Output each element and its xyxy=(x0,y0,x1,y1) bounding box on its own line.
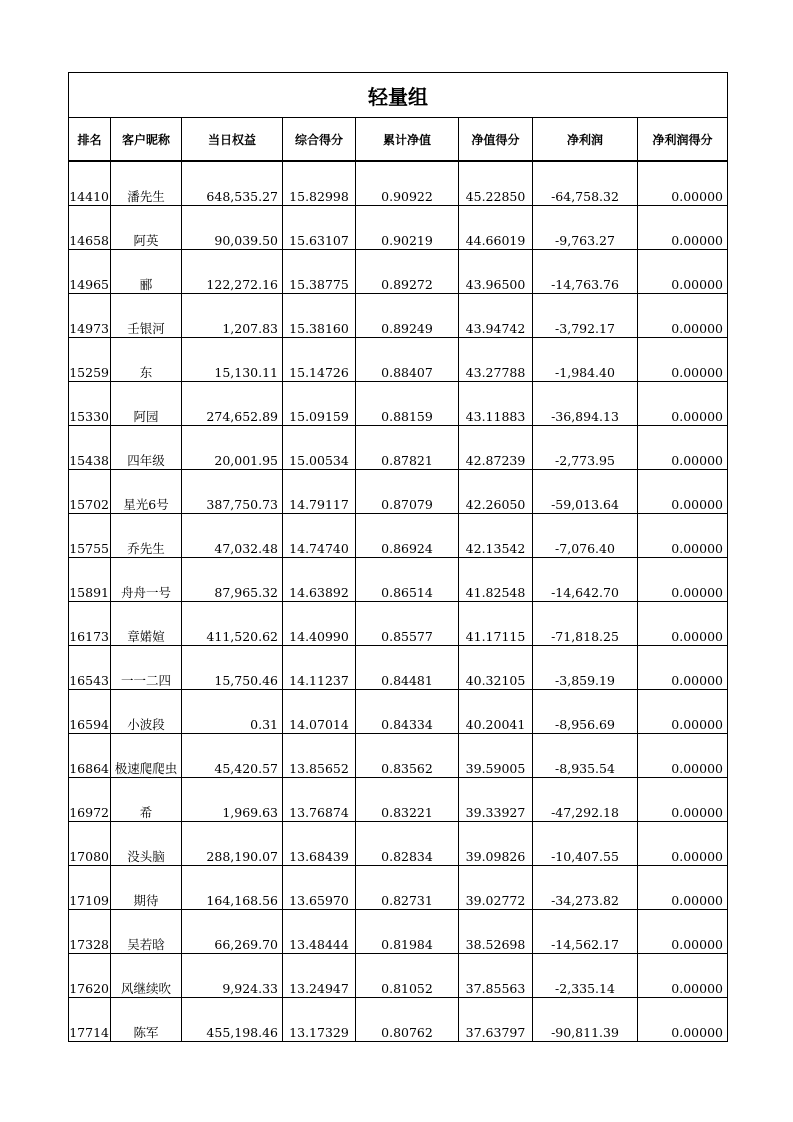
cell-cumulative-nav: 0.89249 xyxy=(356,294,459,338)
cell-nickname: 阿英 xyxy=(111,206,182,250)
cell-equity: 45,420.57 xyxy=(182,734,283,778)
cell-rank: 16864 xyxy=(69,734,111,778)
cell-nickname: 章婼媗 xyxy=(111,602,182,646)
cell-total-score: 13.65970 xyxy=(283,866,356,910)
cell-equity: 455,198.46 xyxy=(182,998,283,1042)
cell-nickname: 四年级 xyxy=(111,426,182,470)
cell-equity: 90,039.50 xyxy=(182,206,283,250)
table-row xyxy=(69,470,728,514)
cell-cumulative-nav: 0.83221 xyxy=(356,778,459,822)
header-cumulative-nav: 累计净值 xyxy=(356,118,459,162)
cell-total-score: 15.38775 xyxy=(283,250,356,294)
cell-net-profit: -14,642.70 xyxy=(533,558,638,602)
cell-nav-score: 42.26050 xyxy=(459,470,533,514)
header-nav-score: 净值得分 xyxy=(459,118,533,162)
cell-net-profit: -14,763.76 xyxy=(533,250,638,294)
cell-nickname: 东 xyxy=(111,338,182,382)
cell-cumulative-nav: 0.82731 xyxy=(356,866,459,910)
cell-net-profit: -36,894.13 xyxy=(533,382,638,426)
cell-net-profit: -3,792.17 xyxy=(533,294,638,338)
header-net-profit: 净利润 xyxy=(533,118,638,162)
table-row xyxy=(69,646,728,690)
cell-equity: 411,520.62 xyxy=(182,602,283,646)
cell-equity: 15,750.46 xyxy=(182,646,283,690)
cell-nickname: 潘先生 xyxy=(111,161,182,206)
cell-net-profit-score: 0.00000 xyxy=(638,338,728,382)
cell-total-score: 14.11237 xyxy=(283,646,356,690)
cell-total-score: 14.79117 xyxy=(283,470,356,514)
table-row xyxy=(69,382,728,426)
cell-nickname: 一一二四 xyxy=(111,646,182,690)
table-row xyxy=(69,558,728,602)
cell-total-score: 15.00534 xyxy=(283,426,356,470)
cell-nickname: 舟舟一号 xyxy=(111,558,182,602)
cell-nav-score: 39.02772 xyxy=(459,866,533,910)
cell-net-profit: -8,956.69 xyxy=(533,690,638,734)
cell-rank: 15259 xyxy=(69,338,111,382)
cell-rank: 15702 xyxy=(69,470,111,514)
cell-nickname: 吴若晗 xyxy=(111,910,182,954)
cell-net-profit: -2,335.14 xyxy=(533,954,638,998)
cell-rank: 14410 xyxy=(69,161,111,206)
cell-cumulative-nav: 0.86514 xyxy=(356,558,459,602)
cell-nav-score: 45.22850 xyxy=(459,161,533,206)
table-row xyxy=(69,866,728,910)
cell-equity: 20,001.95 xyxy=(182,426,283,470)
cell-cumulative-nav: 0.82834 xyxy=(356,822,459,866)
cell-total-score: 14.07014 xyxy=(283,690,356,734)
header-row xyxy=(69,118,728,162)
table-row xyxy=(69,998,728,1042)
table-row xyxy=(69,338,728,382)
cell-nav-score: 43.11883 xyxy=(459,382,533,426)
cell-nav-score: 39.59005 xyxy=(459,734,533,778)
header-rank: 排名 xyxy=(69,118,111,162)
cell-nickname: 乔先生 xyxy=(111,514,182,558)
ranking-table xyxy=(68,72,728,1042)
header-net-profit-score: 净利润得分 xyxy=(638,118,728,162)
cell-total-score: 13.68439 xyxy=(283,822,356,866)
cell-equity: 15,130.11 xyxy=(182,338,283,382)
cell-cumulative-nav: 0.88407 xyxy=(356,338,459,382)
cell-net-profit-score: 0.00000 xyxy=(638,778,728,822)
cell-cumulative-nav: 0.90219 xyxy=(356,206,459,250)
cell-net-profit-score: 0.00000 xyxy=(638,866,728,910)
cell-equity: 1,969.63 xyxy=(182,778,283,822)
cell-cumulative-nav: 0.87821 xyxy=(356,426,459,470)
cell-nav-score: 38.52698 xyxy=(459,910,533,954)
cell-equity: 122,272.16 xyxy=(182,250,283,294)
cell-net-profit-score: 0.00000 xyxy=(638,954,728,998)
cell-cumulative-nav: 0.88159 xyxy=(356,382,459,426)
cell-cumulative-nav: 0.80762 xyxy=(356,998,459,1042)
cell-net-profit: -1,984.40 xyxy=(533,338,638,382)
cell-net-profit: -59,013.64 xyxy=(533,470,638,514)
cell-rank: 14965 xyxy=(69,250,111,294)
cell-equity: 9,924.33 xyxy=(182,954,283,998)
cell-net-profit: -71,818.25 xyxy=(533,602,638,646)
cell-net-profit: -14,562.17 xyxy=(533,910,638,954)
cell-rank: 15891 xyxy=(69,558,111,602)
cell-net-profit: -3,859.19 xyxy=(533,646,638,690)
cell-rank: 15330 xyxy=(69,382,111,426)
cell-equity: 387,750.73 xyxy=(182,470,283,514)
cell-nav-score: 43.27788 xyxy=(459,338,533,382)
cell-nickname: 极速爬爬虫 xyxy=(111,734,182,778)
cell-nickname: 陈军 xyxy=(111,998,182,1042)
cell-net-profit-score: 0.00000 xyxy=(638,470,728,514)
cell-rank: 16173 xyxy=(69,602,111,646)
cell-equity: 66,269.70 xyxy=(182,910,283,954)
cell-net-profit: -47,292.18 xyxy=(533,778,638,822)
cell-equity: 274,652.89 xyxy=(182,382,283,426)
cell-nav-score: 39.33927 xyxy=(459,778,533,822)
cell-net-profit-score: 0.00000 xyxy=(638,558,728,602)
cell-net-profit-score: 0.00000 xyxy=(638,161,728,206)
table-row xyxy=(69,910,728,954)
cell-net-profit-score: 0.00000 xyxy=(638,646,728,690)
table-row xyxy=(69,206,728,250)
cell-net-profit-score: 0.00000 xyxy=(638,206,728,250)
cell-nav-score: 39.09826 xyxy=(459,822,533,866)
cell-net-profit: -90,811.39 xyxy=(533,998,638,1042)
cell-cumulative-nav: 0.90922 xyxy=(356,161,459,206)
header-total-score: 综合得分 xyxy=(283,118,356,162)
cell-equity: 1,207.83 xyxy=(182,294,283,338)
header-equity: 当日权益 xyxy=(182,118,283,162)
cell-net-profit-score: 0.00000 xyxy=(638,250,728,294)
table-row xyxy=(69,294,728,338)
cell-net-profit-score: 0.00000 xyxy=(638,294,728,338)
cell-net-profit: -7,076.40 xyxy=(533,514,638,558)
cell-total-score: 14.63892 xyxy=(283,558,356,602)
cell-total-score: 15.09159 xyxy=(283,382,356,426)
cell-total-score: 13.76874 xyxy=(283,778,356,822)
cell-nickname: 壬银河 xyxy=(111,294,182,338)
cell-total-score: 13.17329 xyxy=(283,998,356,1042)
cell-net-profit-score: 0.00000 xyxy=(638,514,728,558)
cell-nav-score: 37.63797 xyxy=(459,998,533,1042)
cell-net-profit: -2,773.95 xyxy=(533,426,638,470)
cell-nickname: 阿园 xyxy=(111,382,182,426)
table-row xyxy=(69,161,728,206)
cell-cumulative-nav: 0.85577 xyxy=(356,602,459,646)
cell-cumulative-nav: 0.89272 xyxy=(356,250,459,294)
cell-nav-score: 42.87239 xyxy=(459,426,533,470)
cell-total-score: 15.14726 xyxy=(283,338,356,382)
cell-rank: 17714 xyxy=(69,998,111,1042)
cell-rank: 14658 xyxy=(69,206,111,250)
cell-cumulative-nav: 0.81984 xyxy=(356,910,459,954)
cell-nickname: 期待 xyxy=(111,866,182,910)
cell-nav-score: 40.32105 xyxy=(459,646,533,690)
cell-rank: 15438 xyxy=(69,426,111,470)
table-row xyxy=(69,690,728,734)
cell-total-score: 14.74740 xyxy=(283,514,356,558)
cell-nickname: 郦 xyxy=(111,250,182,294)
cell-nav-score: 43.94742 xyxy=(459,294,533,338)
cell-rank: 16543 xyxy=(69,646,111,690)
cell-net-profit: -10,407.55 xyxy=(533,822,638,866)
cell-nickname: 小波段 xyxy=(111,690,182,734)
cell-rank: 17620 xyxy=(69,954,111,998)
cell-net-profit: -34,273.82 xyxy=(533,866,638,910)
cell-nav-score: 44.66019 xyxy=(459,206,533,250)
cell-nav-score: 42.13542 xyxy=(459,514,533,558)
cell-equity: 164,168.56 xyxy=(182,866,283,910)
cell-cumulative-nav: 0.84481 xyxy=(356,646,459,690)
cell-total-score: 13.24947 xyxy=(283,954,356,998)
cell-total-score: 15.38160 xyxy=(283,294,356,338)
cell-net-profit-score: 0.00000 xyxy=(638,822,728,866)
cell-rank: 14973 xyxy=(69,294,111,338)
cell-rank: 17080 xyxy=(69,822,111,866)
cell-rank: 17109 xyxy=(69,866,111,910)
cell-net-profit: -8,935.54 xyxy=(533,734,638,778)
cell-cumulative-nav: 0.86924 xyxy=(356,514,459,558)
cell-total-score: 13.85652 xyxy=(283,734,356,778)
cell-equity: 47,032.48 xyxy=(182,514,283,558)
cell-rank: 17328 xyxy=(69,910,111,954)
header-nickname: 客户昵称 xyxy=(111,118,182,162)
cell-total-score: 13.48444 xyxy=(283,910,356,954)
cell-nav-score: 43.96500 xyxy=(459,250,533,294)
cell-total-score: 14.40990 xyxy=(283,602,356,646)
cell-net-profit-score: 0.00000 xyxy=(638,998,728,1042)
table-row xyxy=(69,734,728,778)
cell-net-profit: -9,763.27 xyxy=(533,206,638,250)
cell-net-profit-score: 0.00000 xyxy=(638,382,728,426)
cell-total-score: 15.82998 xyxy=(283,161,356,206)
cell-net-profit-score: 0.00000 xyxy=(638,602,728,646)
cell-nickname: 没头脑 xyxy=(111,822,182,866)
cell-nav-score: 40.20041 xyxy=(459,690,533,734)
cell-equity: 288,190.07 xyxy=(182,822,283,866)
table-row xyxy=(69,602,728,646)
table-row xyxy=(69,250,728,294)
cell-cumulative-nav: 0.83562 xyxy=(356,734,459,778)
cell-net-profit-score: 0.00000 xyxy=(638,690,728,734)
cell-rank: 16594 xyxy=(69,690,111,734)
cell-nickname: 希 xyxy=(111,778,182,822)
cell-nickname: 风继续吹 xyxy=(111,954,182,998)
table-row xyxy=(69,514,728,558)
cell-nav-score: 41.17115 xyxy=(459,602,533,646)
cell-cumulative-nav: 0.81052 xyxy=(356,954,459,998)
cell-equity: 87,965.32 xyxy=(182,558,283,602)
cell-equity: 648,535.27 xyxy=(182,161,283,206)
cell-rank: 16972 xyxy=(69,778,111,822)
cell-total-score: 15.63107 xyxy=(283,206,356,250)
cell-cumulative-nav: 0.87079 xyxy=(356,470,459,514)
cell-nav-score: 37.85563 xyxy=(459,954,533,998)
table-title: 轻量组 xyxy=(69,73,728,118)
table-body xyxy=(69,161,728,1042)
cell-cumulative-nav: 0.84334 xyxy=(356,690,459,734)
cell-nickname: 星光6号 xyxy=(111,470,182,514)
cell-nav-score: 41.82548 xyxy=(459,558,533,602)
cell-net-profit-score: 0.00000 xyxy=(638,426,728,470)
cell-net-profit: -64,758.32 xyxy=(533,161,638,206)
cell-rank: 15755 xyxy=(69,514,111,558)
table-row xyxy=(69,426,728,470)
cell-net-profit-score: 0.00000 xyxy=(638,910,728,954)
cell-equity: 0.31 xyxy=(182,690,283,734)
table-row xyxy=(69,778,728,822)
cell-net-profit-score: 0.00000 xyxy=(638,734,728,778)
table-row xyxy=(69,954,728,998)
table-row xyxy=(69,822,728,866)
